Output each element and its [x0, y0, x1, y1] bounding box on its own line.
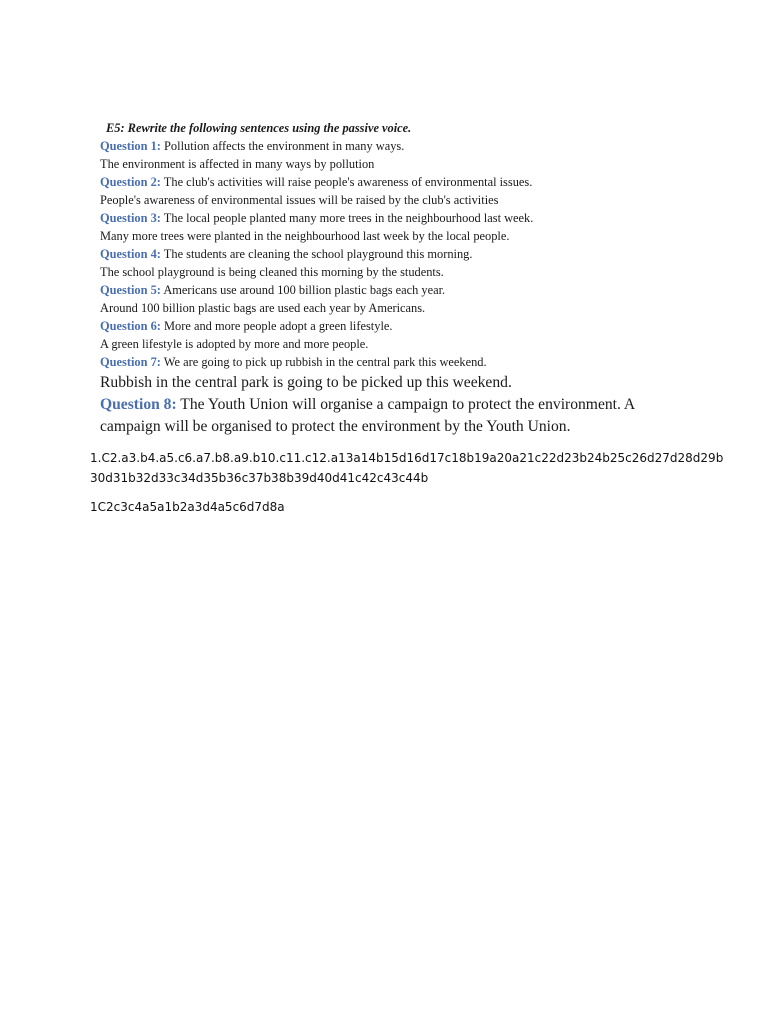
answer-2: People's awareness of environmental issues will be raised by the club's activities — [100, 193, 499, 207]
question-2 — [100, 173, 680, 191]
question-label: Question 4: — [100, 247, 161, 261]
question-label: Question 1: — [100, 139, 161, 153]
question-1 — [100, 137, 680, 155]
question-sentence: The club's activities will raise people's awareness of environmental issues. — [160, 175, 533, 189]
answer-key-line-3: 1C2c3c4a5a1b2a3d4a5c6d7d8a — [90, 500, 285, 514]
answer-key-block — [90, 448, 724, 488]
exercise-heading: E5: Rewrite the following sentences using the passive voice. — [106, 121, 412, 135]
question-sentence: The students are cleaning the school playground this morning. — [160, 247, 473, 261]
answer-key-line-1: 1.C2.a3.b4.a5.c6.a7.b8.a9.b10.c11.c12.a13a14b15d16d17c18b19a20a21c22d23b24b25c26d27d28d29b — [90, 451, 724, 465]
question-8 — [100, 394, 680, 438]
answer-key-line-2: 30d31b32d33c34d35b36c37b38b39d40d41c42c43c44b — [90, 471, 429, 485]
question-label: Question 2: — [100, 175, 161, 189]
answer-7: Rubbish in the central park is going to be picked up this weekend. — [100, 374, 512, 391]
question-sentence: Pollution affects the environment in many ways. — [160, 139, 405, 153]
question-label: Question 5: — [100, 283, 161, 297]
answer-5: Around 100 billion plastic bags are used each year by Americans. — [100, 301, 426, 315]
question-sentence: We are going to pick up rubbish in the central park this weekend. — [160, 355, 487, 369]
question-6 — [100, 317, 680, 335]
question-label: Question 3: — [100, 211, 161, 225]
answer-3: Many more trees were planted in the neighbourhood last week by the local people. — [100, 229, 510, 243]
question-label: Question 6: — [100, 319, 161, 333]
answer-6: A green lifestyle is adopted by more and more people. — [100, 337, 369, 351]
question-sentence: The Youth Union will organise a campaign to protect the environment. A campaign will be organised to protect the environment by the Youth Union. — [100, 396, 635, 435]
question-4 — [100, 245, 680, 263]
question-7 — [100, 353, 680, 371]
question-5 — [100, 281, 680, 299]
question-3 — [100, 209, 680, 227]
question-label: Question 7: — [100, 355, 161, 369]
question-sentence: Americans use around 100 billion plastic bags each year. — [160, 283, 446, 297]
question-sentence: More and more people adopt a green lifestyle. — [160, 319, 393, 333]
answer-1: The environment is affected in many ways by pollution — [100, 157, 375, 171]
question-sentence: The local people planted many more trees in the neighbourhood last week. — [160, 211, 534, 225]
answer-4: The school playground is being cleaned this morning by the students. — [100, 265, 444, 279]
question-label: Question 8: — [100, 396, 177, 413]
exercise-block — [100, 119, 680, 438]
